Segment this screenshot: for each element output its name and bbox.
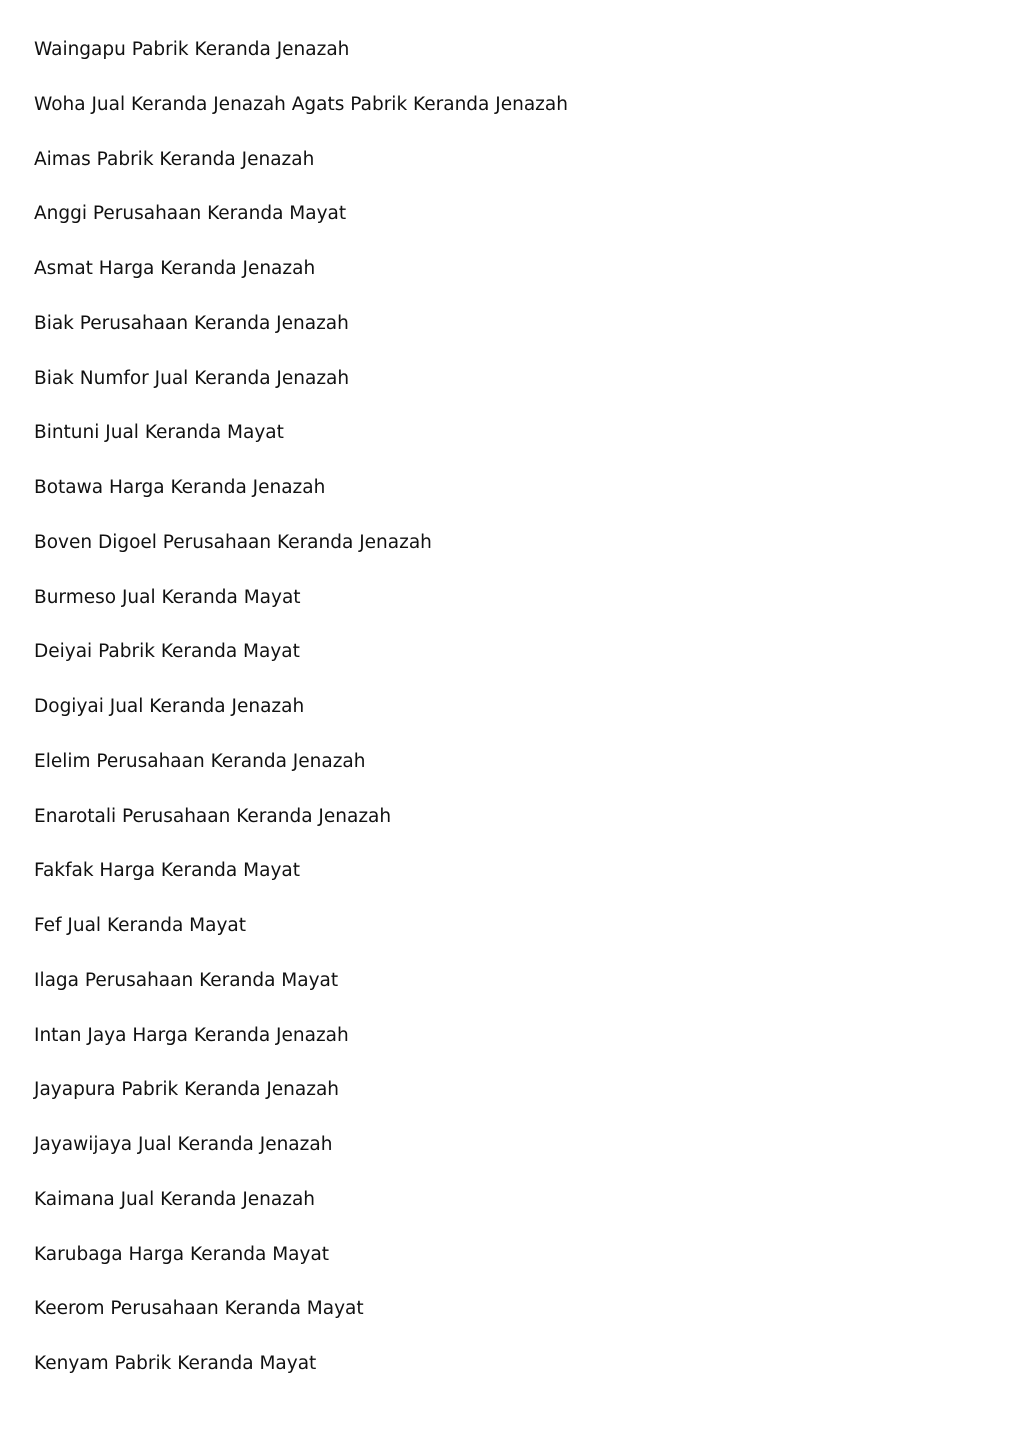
text-line: Dogiyai Jual Keranda Jenazah <box>34 696 305 717</box>
text-line: Waingapu Pabrik Keranda Jenazah <box>34 39 350 60</box>
text-line: Biak Perusahaan Keranda Jenazah <box>34 312 349 334</box>
text-line: Anggi Perusahaan Keranda Mayat <box>34 203 347 225</box>
text-line: Burmeso Jual Keranda Mayat <box>34 586 301 608</box>
text-line: Fakfak Harga Keranda Mayat <box>34 860 300 882</box>
text-line: Woha Jual Keranda Jenazah Agats Pabrik Keranda Jenazah <box>34 93 568 115</box>
text-line: Fef Jual Keranda Mayat <box>34 915 247 936</box>
text-line: Jayapura Pabrik Keranda Jenazah <box>34 1079 340 1101</box>
text-line: Keerom Perusahaan Keranda Mayat <box>34 1298 364 1320</box>
text-line: Botawa Harga Keranda Jenazah <box>34 477 326 498</box>
text-line: Asmat Harga Keranda Jenazah <box>34 258 316 279</box>
text-line: Aimas Pabrik Keranda Jenazah <box>34 148 315 170</box>
text-line: Elelim Perusahaan Keranda Jenazah <box>34 750 366 772</box>
text-line: Kaimana Jual Keranda Jenazah <box>34 1188 316 1210</box>
text-line: Kenyam Pabrik Keranda Mayat <box>34 1353 317 1374</box>
text-line: Jayawijaya Jual Keranda Jenazah <box>34 1134 333 1155</box>
text-line: Boven Digoel Perusahaan Keranda Jenazah <box>34 531 432 553</box>
text-line: Ilaga Perusahaan Keranda Mayat <box>34 969 339 991</box>
text-line: Bintuni Jual Keranda Mayat <box>34 422 284 444</box>
text-line: Karubaga Harga Keranda Mayat <box>34 1243 330 1265</box>
text-line: Biak Numfor Jual Keranda Jenazah <box>34 367 350 389</box>
text-line: Enarotali Perusahaan Keranda Jenazah <box>34 805 392 827</box>
text-line: Deiyai Pabrik Keranda Mayat <box>34 641 300 663</box>
document-page <box>34 36 994 1405</box>
text-line: Intan Jaya Harga Keranda Jenazah <box>34 1024 349 1046</box>
